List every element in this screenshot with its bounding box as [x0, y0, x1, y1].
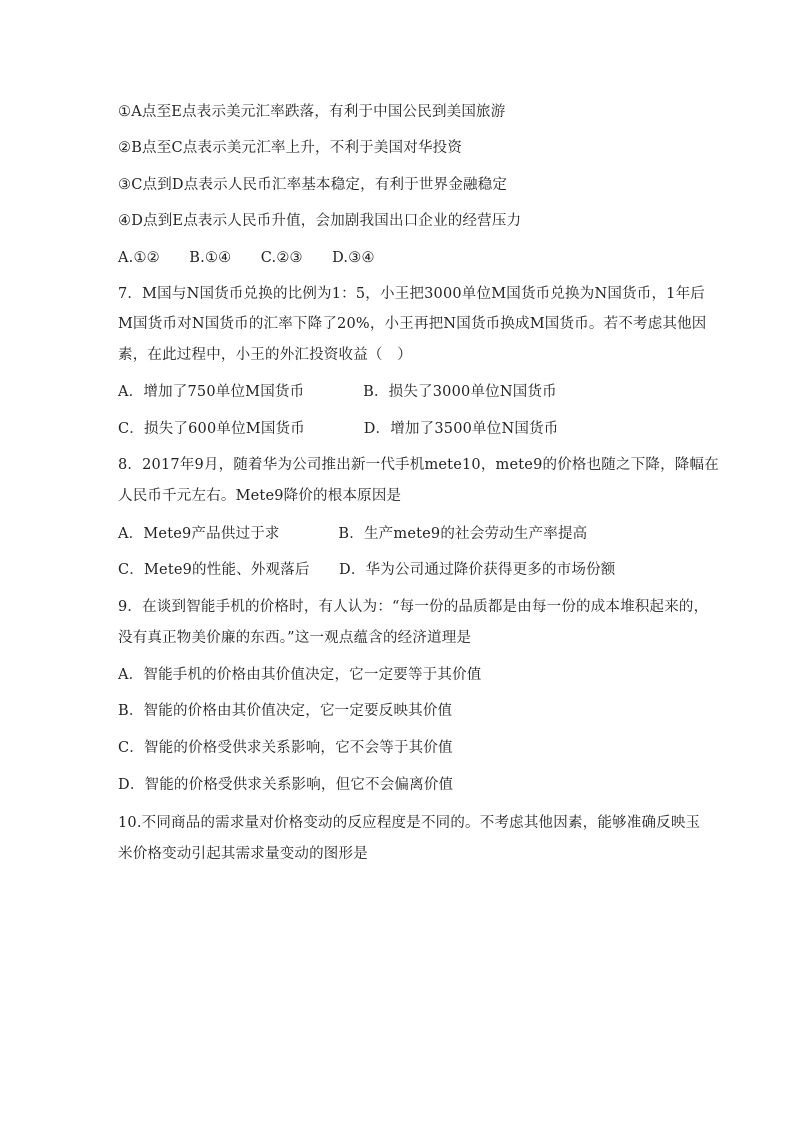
q10-text-line-2: 米价格变动引起其需求量变动的图形是	[118, 846, 368, 862]
q7-text-line-3: 素，在此过程中，小王的外汇投资收益（ ）	[118, 347, 412, 363]
q8-text-line-2: 人民币千元左右。Mete9降价的根本原因是	[118, 488, 402, 504]
q9-option-d: D．智能的价格受供求关系影响，但它不会偏离价值	[118, 777, 454, 793]
q7-options-row-1: A．增加了750单位M国货币 B．损失了3000单位N国货币	[118, 384, 557, 400]
statement-4: ④D点到E点表示人民币升值，会加剧我国出口企业的经营压力	[118, 213, 522, 229]
q9-text-line-1: 9．在谈到智能手机的价格时，有人认为：“每一份的品质都是由每一份的成本堆积起来的，	[118, 599, 709, 615]
q9-option-b: B．智能的价格由其价值决定，它一定要反映其价值	[118, 703, 453, 719]
q7-text-line-2: M国货币对N国货币的汇率下降了20%，小王再把N国货币换成M国货币。若不考虑其他因	[118, 316, 707, 332]
q10-text-line-1: 10.不同商品的需求量对价格变动的反应程度是不同的。不考虑其他因素，能够准确反映玉	[118, 815, 701, 831]
q6-options: A.①② B.①④ C.②③ D.③④	[118, 250, 375, 266]
q8-options-row-2: C．Mete9的性能、外观落后 D．华为公司通过降价获得更多的市场份额	[118, 562, 616, 578]
statement-1: ①A点至E点表示美元汇率跌落，有利于中国公民到美国旅游	[118, 104, 506, 120]
q9-option-c: C．智能的价格受供求关系影响，它不会等于其价值	[118, 740, 453, 756]
q9-text-line-2: 没有真正物美价廉的东西。”这一观点蕴含的经济道理是	[118, 630, 472, 646]
q7-options-row-2: C．损失了600单位M国货币 D．增加了3500单位N国货币	[118, 421, 559, 437]
q9-option-a: A．智能手机的价格由其价值决定，它一定要等于其价值	[118, 667, 482, 683]
q8-options-row-1: A．Mete9产品供过于求 B．生产mete9的社会劳动生产率提高	[118, 526, 588, 542]
statement-3: ③C点到D点表示人民币汇率基本稳定，有利于世界金融稳定	[118, 177, 508, 193]
statement-2: ②B点至C点表示美元汇率上升，不利于美国对华投资	[118, 140, 463, 156]
q7-text-line-1: 7．M国与N国货币兑换的比例为1：5，小王把3000单位M国货币兑换为N国货币，1年后	[118, 286, 705, 302]
q8-text-line-1: 8．2017年9月，随着华为公司推出新一代手机mete10，mete9的价格也随之下降，降幅在	[118, 457, 719, 473]
